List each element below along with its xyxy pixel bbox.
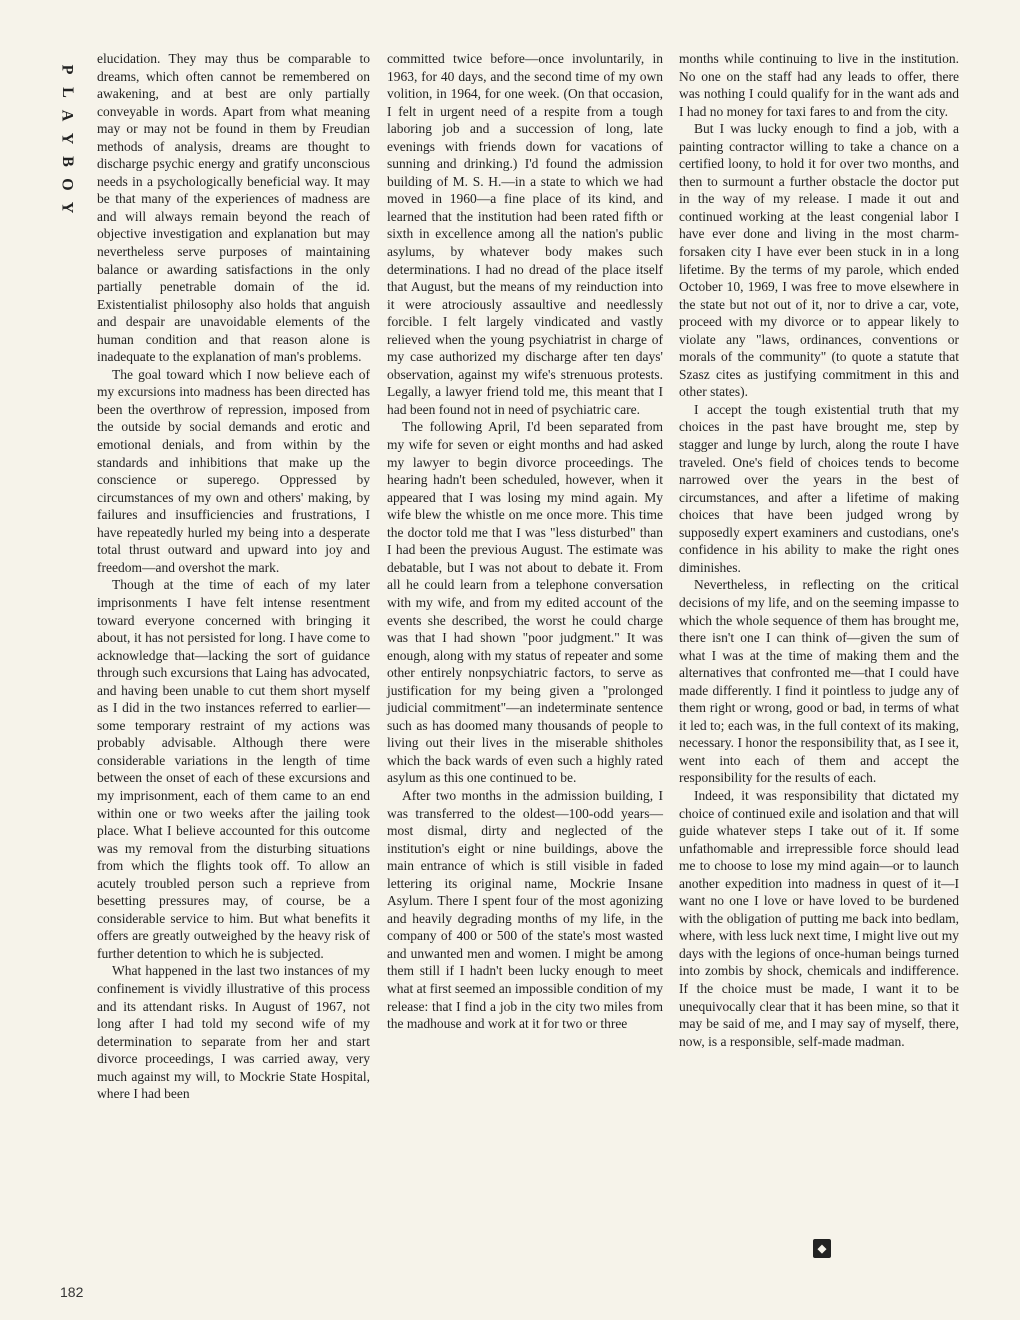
- paragraph: elucidation. They may thus be comparable to dreams, which often cannot be remembered on awakening, and at best are only partially conveyable in words. Apart from what meaning may or may not be found in them by Freudian methods of analysis, dreams are thought to discharge psychic energy and gratify unconscious needs in a psychologically beneficial way. It may be that many of the experiences of madness are and will always remain beyond the reach of objective investigation and explanation but may nevertheless serve purposes of maintaining balance or awarding satisfactions in the only partially penetrable domain of the id. Existentialist philosophy also holds that anguish and despair are unavoidable elements of the human condition and that reason alone is inadequate to the explanation of man's problems.: [97, 51, 370, 365]
- page-number: 182: [60, 1284, 84, 1300]
- paragraph: months while continuing to live in the institution. No one on the staff had any leads to offer, there was nothing I could qualify for in the want ads and I had no money for taxi fares to and from the city.: [679, 51, 959, 119]
- magazine-masthead: [56, 58, 78, 219]
- paragraph: Nevertheless, in reflecting on the critical decisions of my life, and on the seeming impasse to which the whole sequence of them has brought me, there isn't one I can think of—given the sum of what I was at the time of making them and the alternatives that confronted me—that I could have made differently. I find it pointless to judge any of them right or wrong, good or bad, in terms of what it led to; each was, in the full context of its making, necessary. I honor the responsibility that, as I see it, went into each of them and accept the responsibility for the results of each.: [679, 577, 959, 786]
- paragraph: Indeed, it was responsibility that dictated my choice of continued exile and isolation and that will guide whatever steps I take out of it. If some unfathomable and irrepressible force should lead me to choose to lose my mind again—or to launch another expedition into madness in quest of it—I want no one I love or have loved to be burdened with the obligation of putting me back into bedlam, where, with less luck next time, I might live out my days with the legions of once-human beings turned into zombis by shock, chemicals and indifference. If the choice must be made, I want it to be unequivocally clear that it has been mine, so that it may be said of me, and I may say of myself, there, now, is a responsible, self-made madman.: [679, 787, 959, 1049]
- text-column-3: [679, 50, 959, 1050]
- masthead-letter: A: [58, 109, 76, 122]
- masthead-letter: L: [58, 87, 76, 98]
- paragraph: Though at the time of each of my later imprisonments I have felt intense resentment toward everyone concerned with bringing it about, it has not persisted for long. I have come to acknowledge that—lacking the sort of guidance through such excursions that Laing has advocated, and having been unable to cut them short myself as I did in the two instances referred to earlier—some temporary restraint of my actions was probably advisable. Although there were considerable variations in the length of time between the onset of each of these excursions and my imprisonment, each of them came to an end within one or two weeks after the jailing took place. What I believe accounted for this outcome was my removal from the disturbing situations from which the flights took off. To allow an acutely troubled person such a reprieve from besetting pressures may, of course, be a considerable service to him. But what benefits it offers are greatly outweighed by the heavy risk of further detention to which he is subjected.: [97, 577, 370, 961]
- paragraph: The following April, I'd been separated from my wife for seven or eight months and had asked my lawyer to begin divorce proceedings. The hearing hadn't been scheduled, however, when it appeared that I was losing my mind again. My wife blew the whistle on me once more. This time the doctor told me that I was "less disturbed" than I had been the previous August. The estimate was debatable, but I was not about to debate it. From all he could learn from a telephone conversation with my wife, and from my edited account of the events she described, the worst he could charge was that I had shown "poor judgment." It was enough, along with my status of repeater and some other entirely nonpsychiatric factors, to serve as justification for my being given a "prolonged judicial commitment"—an indeterminate sentence such as has doomed many thousands of people to living out their lives in the miserable shitholes which the back wards of even such a highly rated asylum as this one continued to be.: [387, 419, 663, 786]
- paragraph: I accept the tough existential truth that my choices in the past have brought me, step by stagger and lunge by lurch, along the route I have traveled. One's field of choices tends to become narrowed over the years in the best of circumstances, and after a lifetime of making choices that have been judged wrong by supposedly expert examiners and custodians, one's confidence in his ability to make the right ones diminishes.: [679, 401, 959, 575]
- paragraph: The goal toward which I now believe each of my excursions into madness has been directed has been the overthrow of repression, imposed from the outside by social demands and erotic and emotional denials, and from within by the standards and inhibitions that make up the conscience or superego. Oppressed by circumstances of my own and others' making, by failures and insufficiencies and frustrations, I have repeatedly hurled my being into a desperate total thrust outward and upward into joy and freedom—and overshot the mark.: [97, 366, 370, 575]
- paragraph: After two months in the admission building, I was transferred to the oldest—100-odd years—most dismal, dirty and neglected of the institution's eight or nine buildings, above the main entrance of which is still visible in faded lettering its original name, Mockrie Insane Asylum. There I spent four of the most agonizing and heavily degrading months of my life, in the company of 400 or 500 of the state's most wasted and unwanted men and women. I might be among them still if I hadn't been lucky enough to meet what at first seemed an impossible condition of my release: that I find a job in the city two miles from the madhouse and work at it for two or three: [387, 787, 663, 1032]
- paragraph: But I was lucky enough to find a job, with a painting contractor willing to take a chance on a certified loony, to hold it for over two months, and then to surmount a further obstacle the doctor put in the way of my release. I made it out and continued working at the least congenial labor I have ever done and living in the most charm-forsaken city I have ever been stuck in in a long lifetime. By the terms of my parole, which ended October 10, 1969, I was free to move elsewhere in the state but not out of it, nor to drive a car, vote, proceed with my divorce or to appear likely to violate any "laws, ordinances, conventions or morals of the community" (to quote a statute that Szasz cites as justifying commitment in this and other states).: [679, 121, 959, 400]
- masthead-letter: Y: [58, 132, 76, 145]
- masthead-letter: P: [58, 64, 76, 75]
- masthead-letter: B: [58, 156, 76, 167]
- text-column-2: [387, 50, 663, 1033]
- text-column-1: [97, 50, 370, 1103]
- paragraph: What happened in the last two instances of my confinement is vividly illustrative of this process and its attendant risks. In August of 1967, not long after I had told my second wife of my determination to separate from her and start divorce proceedings, I was carried away, very much against my will, to Mockrie State Hospital, where I had been: [97, 963, 370, 1102]
- rabbit-end-mark-icon: ◆: [813, 1239, 831, 1258]
- masthead-letter: O: [58, 178, 76, 191]
- paragraph: committed twice before—once involuntarily, in 1963, for 40 days, and the second time of my own volition, in 1964, for one week. (On that occasion, I felt in urgent need of a respite from a tough laboring job and a succession of long, late evenings with friends down for vacations of sunning and drinking.) I'd found the admission building of M. S. H.—in a state to which we had moved in 1960—a fine place of its kind, and learned that the institution had been rated fifth or sixth in excellence among all the nation's public asylums, by whatever body makes such determinations. I had no dread of the place itself that August, but the means of my reinduction into it were atrociously assaultive and needlessly forcible. I felt largely vindicated and vastly relieved when the young psychiatrist in charge of my case authorized my discharge after ten days' observation, against my wife's strenuous protests. Legally, a lawyer friend told me, this meant that I had been found not in need of psychiatric care.: [387, 51, 663, 417]
- masthead-letter: Y: [58, 201, 76, 214]
